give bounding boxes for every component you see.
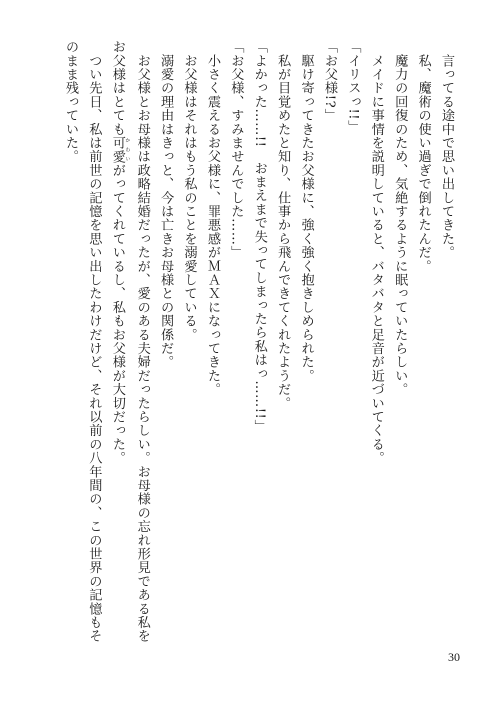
text-line-13: 溺愛の理由はきっと、今は亡きお母様との関係だ。	[158, 40, 174, 369]
text-line-5: 「イリスっ!!」	[345, 40, 361, 134]
text-line-6: 「お父様!?」	[321, 40, 337, 122]
text-line-9: 「よかった……!! おまえまで失ってしまったら私はっ……!!」	[251, 40, 267, 434]
text-line-8: 私が目覚めたと知り、仕事から飛んできてくれたようだ。	[275, 40, 291, 410]
text-line-12: お父様はそれはもう私のことを溺愛している。	[181, 40, 197, 342]
ruby-kawai	[109, 135, 131, 164]
text-line-2: 私、魔術の使い過ぎで倒れたんだ。	[415, 40, 431, 273]
text-line-16: つい先日、私は前世の記憶を思い出したわけだけど、それ以前の八年間の、この世界の記憶もそ	[86, 40, 102, 643]
page-number: 30	[448, 650, 460, 664]
text-line-10: 「お父様、すみませんでした……」	[228, 40, 244, 260]
text-line-1: 言ってる途中で思い出してきた。	[439, 40, 454, 260]
text-line-11: 小さく震えるお父様に、罪悪感がＭＡＸになってきた。	[204, 40, 220, 397]
text-line-7: 駆け寄ってきたお父様に、強く強く抱きしめられた。	[298, 40, 314, 383]
text-line-15	[105, 40, 130, 620]
text-line-15-after: がってくれているし、私もお父様が大切だった。	[109, 163, 125, 465]
text-line-17: のまま残っていた。	[63, 40, 78, 164]
text-line-3: 魔力の回復のため、気絶するように眠っていたらしい。	[392, 40, 408, 397]
ruby-reading: かわい	[124, 135, 131, 164]
text-line-4: メイドに事情を説明していると、バタバタと足音が近づいてくる。	[368, 40, 384, 465]
text-line-15-before: お父様はとても	[109, 40, 125, 136]
text-line-14: お父様とお母様は政略結婚だったが、愛のある夫婦だったらしい。お母様の忘れ形見である私を	[134, 40, 150, 643]
ruby-base: 可愛	[109, 135, 125, 164]
vertical-text-block	[59, 40, 458, 643]
